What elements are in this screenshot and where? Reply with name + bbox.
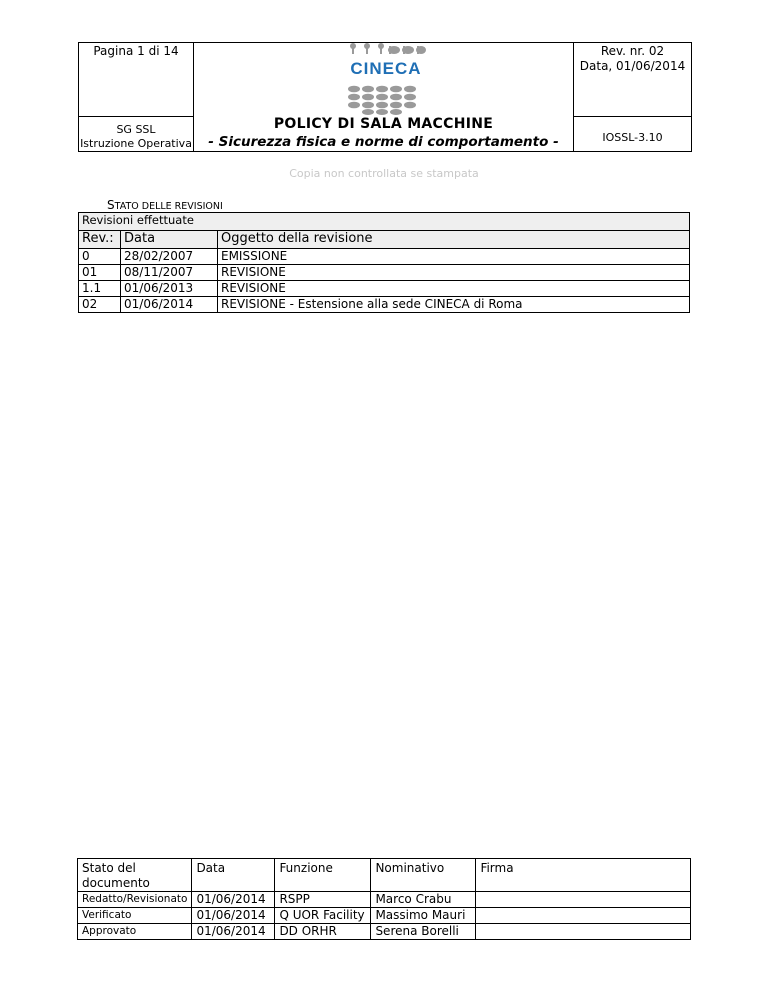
- name-cell: Marco Crabu: [371, 892, 476, 908]
- revisions-title: [107, 198, 223, 212]
- column-header: Data: [192, 859, 275, 892]
- date-cell: 28/02/2007: [121, 249, 218, 265]
- role-cell: Q UOR Facility: [275, 908, 371, 924]
- state-cell: Redatto/Revisionato: [78, 892, 192, 908]
- document-title: POLICY DI SALA MACCHINE: [273, 116, 494, 132]
- document-header: [78, 42, 692, 152]
- table-row: [78, 908, 691, 924]
- date-cell: 01/06/2014: [121, 297, 218, 313]
- document-code: IOSSL-3.10: [602, 131, 663, 144]
- revision-info: [574, 44, 691, 74]
- copy-note: Copia non controllata se stampata: [289, 167, 479, 180]
- date-cell: 01/06/2014: [192, 892, 275, 908]
- name-cell: Serena Borelli: [371, 924, 476, 940]
- subject-cell: REVISIONE - Estensione alla sede CINECA di Roma: [218, 297, 690, 313]
- document-subtitle: - Sicurezza fisica e norme di comportamento -: [208, 134, 559, 150]
- table-row: [78, 892, 691, 908]
- column-header: Funzione: [275, 859, 371, 892]
- table-row: [78, 924, 691, 940]
- rev-cell: 0: [79, 249, 121, 265]
- revisions-title-rest: TATO DELLE REVISIONI: [114, 201, 223, 212]
- subject-cell: REVISIONE: [218, 265, 690, 281]
- revisions-table: [78, 212, 690, 313]
- logo-text: CINECA: [350, 59, 422, 78]
- column-header: Data: [121, 231, 218, 249]
- state-cell: Approvato: [78, 924, 192, 940]
- rev-cell: 02: [79, 297, 121, 313]
- table-header-row: [78, 859, 691, 892]
- column-header: Rev.:: [79, 231, 121, 249]
- doc-type-label: Istruzione Operativa: [80, 137, 192, 150]
- cineca-logo: [345, 43, 427, 115]
- column-header: Stato del documento: [78, 859, 192, 892]
- state-cell: Verificato: [78, 908, 192, 924]
- signature-cell: [476, 908, 691, 924]
- subject-cell: REVISIONE: [218, 281, 690, 297]
- revisions-caption: Revisioni effettuate: [79, 213, 690, 231]
- column-header: Nominativo: [371, 859, 476, 892]
- date-cell: 01/06/2014: [192, 908, 275, 924]
- table-row: [79, 249, 690, 265]
- date-cell: 01/06/2014: [192, 924, 275, 940]
- table-row: [79, 281, 690, 297]
- table-row: [79, 297, 690, 313]
- divider: [79, 116, 193, 117]
- signature-table: [77, 858, 691, 940]
- sg-label: SG SSL: [116, 123, 156, 136]
- table-row: [79, 265, 690, 281]
- system-label: [79, 123, 193, 151]
- revision-date: Data, 01/06/2014: [579, 59, 686, 73]
- role-cell: DD ORHR: [275, 924, 371, 940]
- table-caption-row: [79, 213, 690, 231]
- column-header: Oggetto della revisione: [218, 231, 690, 249]
- divider: [573, 116, 691, 117]
- date-cell: 01/06/2013: [121, 281, 218, 297]
- table-header-row: [79, 231, 690, 249]
- page-number: Pagina 1 di 14: [93, 44, 179, 58]
- column-header: Firma: [476, 859, 691, 892]
- signature-cell: [476, 892, 691, 908]
- rev-cell: 1.1: [79, 281, 121, 297]
- subject-cell: EMISSIONE: [218, 249, 690, 265]
- role-cell: RSPP: [275, 892, 371, 908]
- rev-cell: 01: [79, 265, 121, 281]
- revision-number: Rev. nr. 02: [600, 44, 665, 58]
- signature-cell: [476, 924, 691, 940]
- name-cell: Massimo Mauri: [371, 908, 476, 924]
- date-cell: 08/11/2007: [121, 265, 218, 281]
- revisions-title-initial: S: [107, 198, 115, 212]
